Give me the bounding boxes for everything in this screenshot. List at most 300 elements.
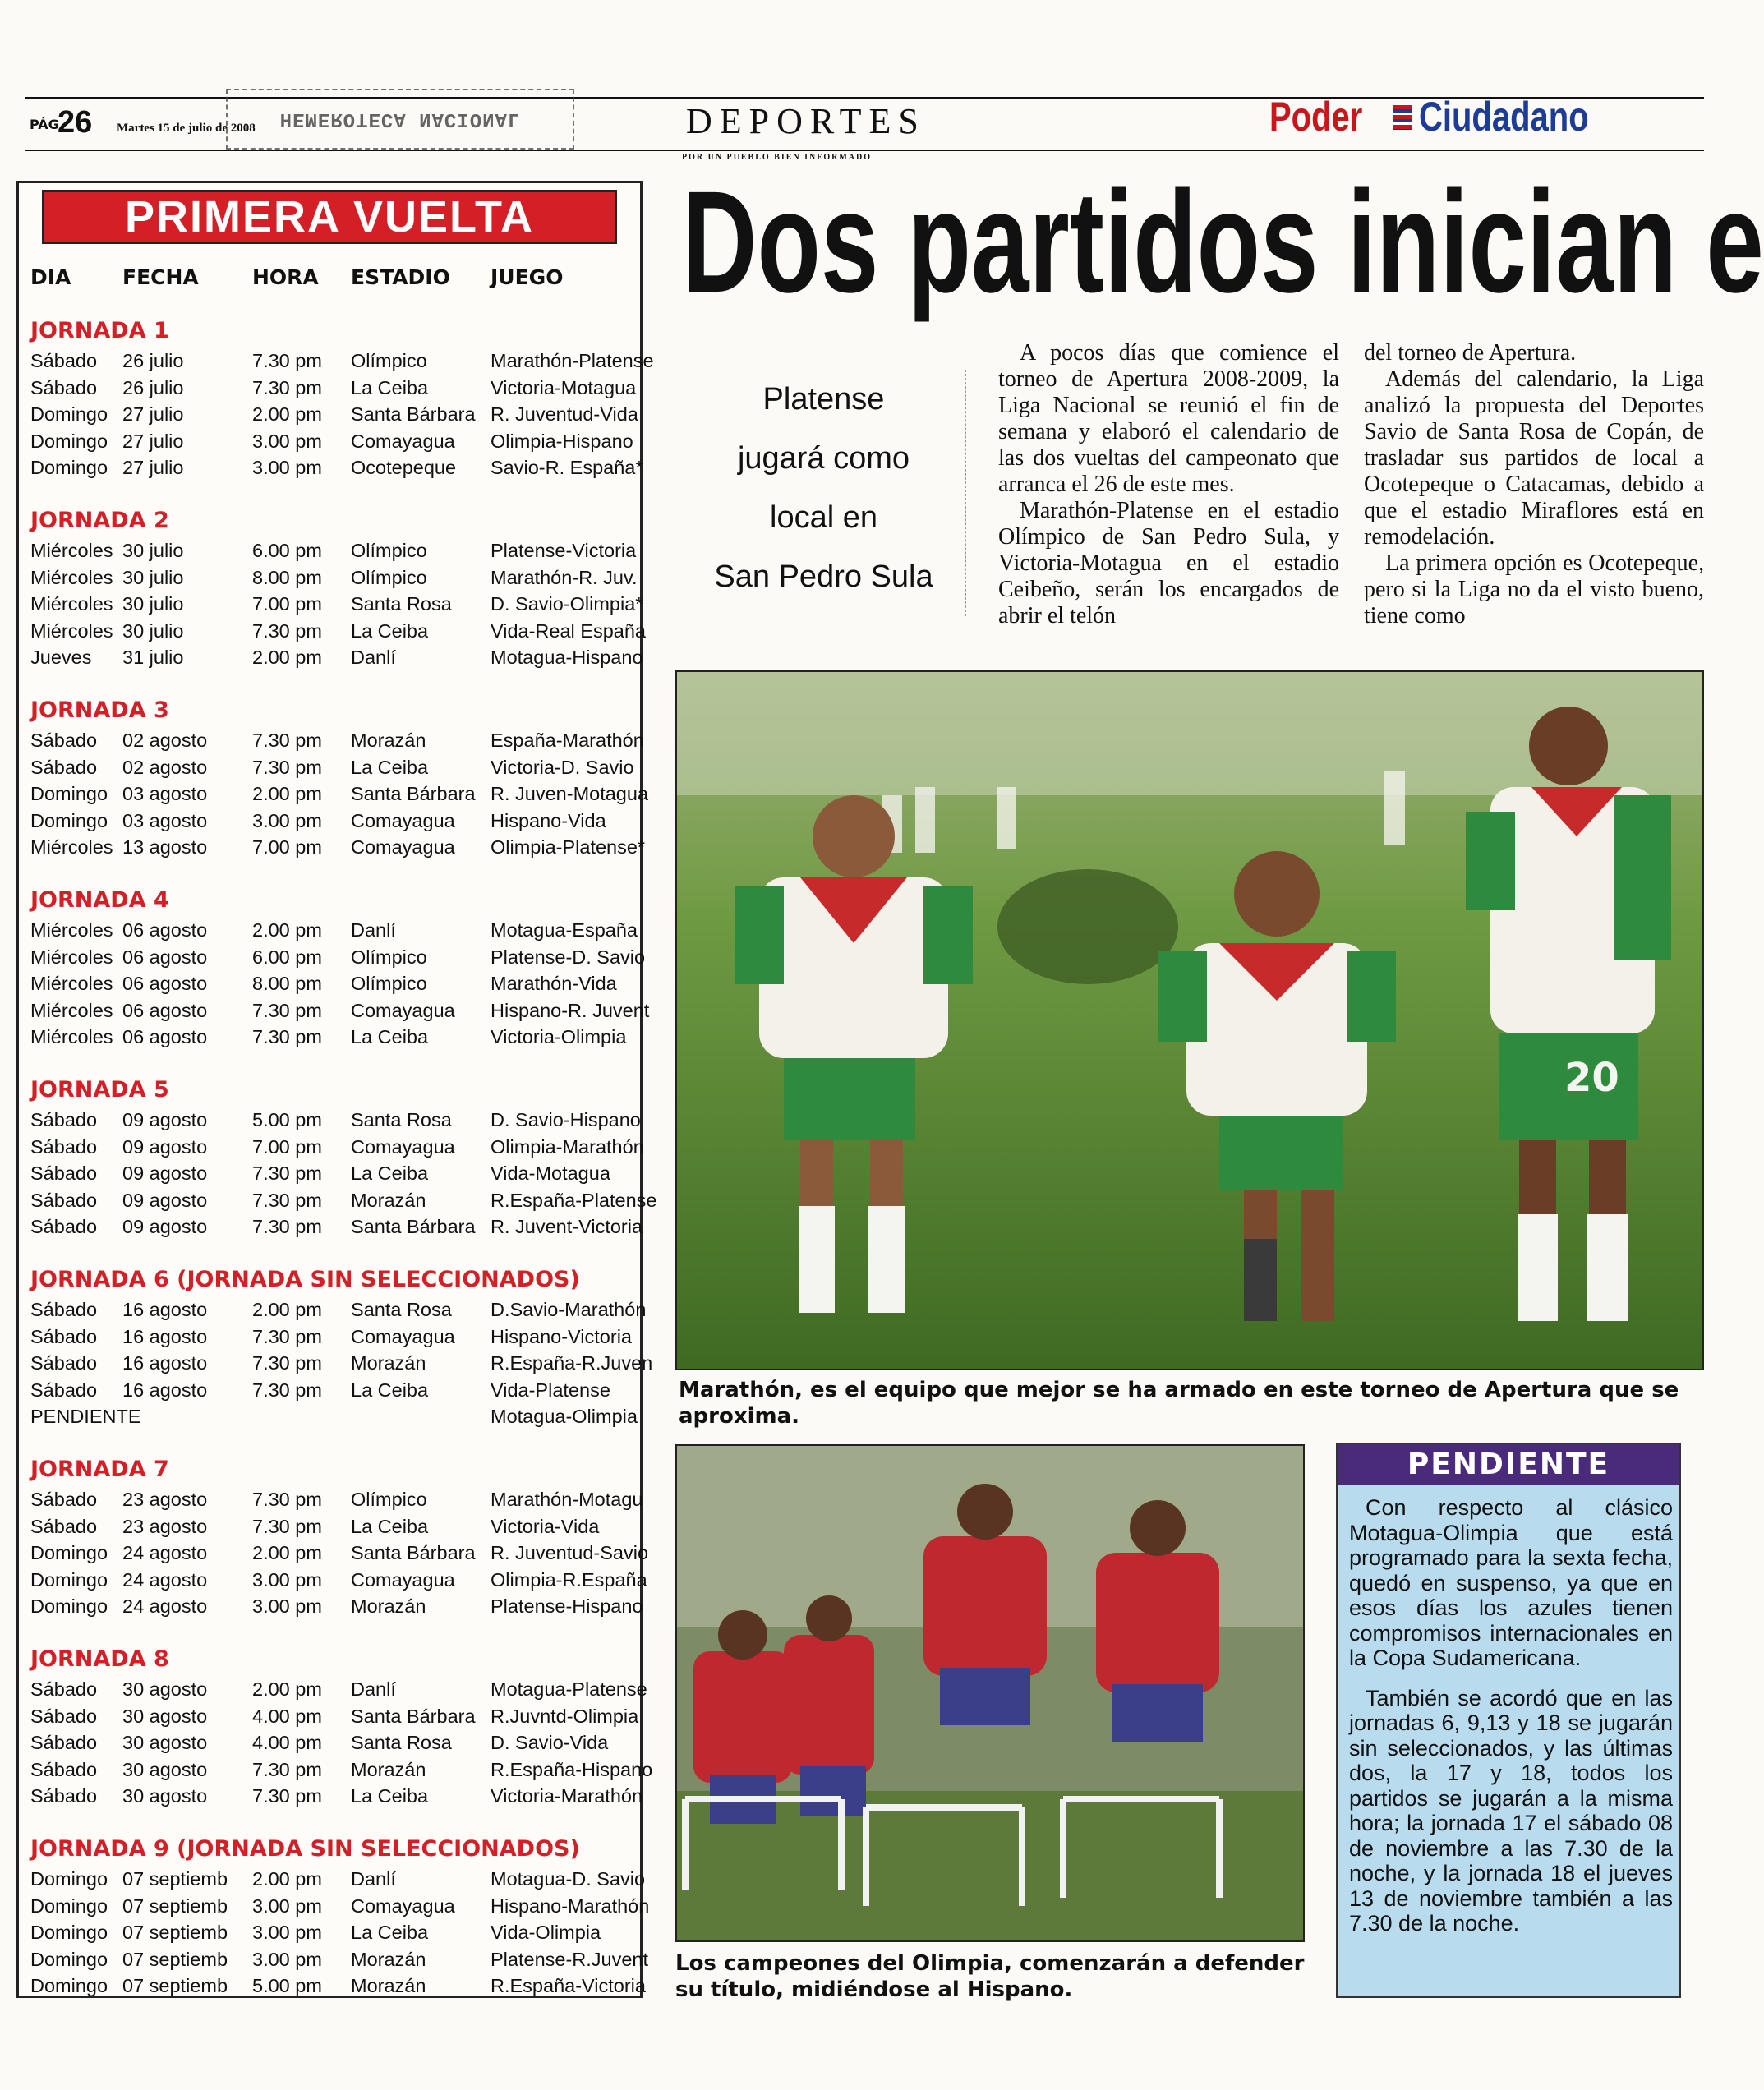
cell-juego: Victoria-Marathón — [491, 1785, 643, 1807]
cell-juego: Olimpia-Marathón — [491, 1135, 644, 1158]
cell-fecha: 07 septiemb — [122, 1975, 228, 1996]
cell-hora: 2.00 pm — [252, 783, 322, 804]
match-row — [30, 1486, 642, 1513]
cell-fecha: 30 julio — [122, 593, 184, 615]
schedule-box — [16, 181, 657, 1998]
article-paragraph: La primera opción es Ocotepeque, pero si la Liga no da el visto bueno, tiene como — [1364, 550, 1704, 628]
cell-fecha: 26 julio — [122, 376, 184, 398]
photo-marathon-training — [675, 670, 1704, 1370]
cell-fecha: 31 julio — [122, 647, 184, 668]
match-row — [30, 428, 642, 455]
cell-hora: 2.00 pm — [252, 1299, 322, 1320]
cell-estadio: Ocotepeque — [351, 457, 457, 478]
article-paragraph: Además del calendario, la Liga analizó la propuesta del Deportes Savio de Santa Rosa de Copán, de trasladar sus partidos de local a Ocotepeque o Catacamas, debido a que el estadio Miraflores está en remodelación. — [1364, 366, 1704, 550]
cell-fecha: 26 julio — [122, 350, 184, 371]
match-row — [30, 727, 642, 754]
round-title: JORNADA 6 (JORNADA SIN SELECCIONADOS) — [30, 1267, 580, 1292]
photo-caption-marathon: Marathón, es el equipo que mejor se ha armado en este torneo de Apertura que se aproxima. — [679, 1378, 1679, 1429]
cell-hora: 7.30 pm — [252, 376, 322, 398]
cell-fecha: 07 septiemb — [122, 1868, 228, 1890]
schedule-banner: PRIMERA VUELTA — [42, 190, 617, 244]
cell-estadio: Morazán — [351, 730, 426, 751]
cell-estadio: Comayagua — [351, 999, 455, 1021]
schedule-round — [30, 504, 646, 671]
match-row — [30, 1676, 647, 1703]
round-title: JORNADA 5 — [30, 1077, 169, 1103]
cell-dia: Sábado — [30, 1489, 98, 1510]
pendiente-title: PENDIENTE — [1338, 1444, 1679, 1485]
cell-dia: Sábado — [30, 1135, 98, 1158]
cell-dia: Miércoles — [30, 973, 113, 994]
cell-hora: 3.00 pm — [252, 809, 322, 831]
cell-juego: Olimpia-R.España — [491, 1568, 647, 1591]
cell-juego: Motagua-Olimpia — [491, 1406, 638, 1427]
pull-quote-line: San Pedro Sula — [714, 559, 933, 594]
pendiente-body — [1349, 1495, 1673, 1951]
cell-juego: Marathón-Motagu — [491, 1489, 643, 1510]
cell-hora: 7.30 pm — [252, 999, 322, 1021]
cell-hora: 7.30 pm — [252, 1189, 322, 1211]
cell-fecha: 06 agosto — [122, 999, 208, 1021]
cell-estadio: La Ceiba — [351, 1515, 429, 1537]
match-row — [30, 618, 646, 645]
cell-hora: 4.00 pm — [252, 1732, 322, 1753]
match-row — [30, 780, 649, 808]
cell-fecha: 16 agosto — [122, 1325, 208, 1347]
cell-fecha: 16 agosto — [122, 1379, 208, 1401]
cell-juego: D. Savio-Hispano — [491, 1109, 641, 1130]
pendiente-paragraph: Con respecto al clásico Motagua-Olimpia que está programado para la sexta fecha, quedó en suspenso, ya que en esos días los azules tienen compromisos internacionales en la Copa Sudamericana. — [1349, 1495, 1673, 1670]
cell-juego: Motagua-D. Savio — [491, 1868, 646, 1890]
cell-hora: 3.00 pm — [252, 1948, 322, 1970]
cell-dia: Domingo — [30, 809, 108, 831]
cell-hora: 2.00 pm — [252, 1542, 322, 1563]
cell-dia: Sábado — [30, 376, 98, 398]
column-header-estadio: ESTADIO — [351, 265, 450, 289]
schedule-round — [30, 884, 650, 1051]
cell-juego: Vida-Motagua — [491, 1162, 610, 1184]
photo-olimpia-image — [677, 1446, 1303, 1940]
newspaper-logo — [1269, 92, 1631, 141]
cell-dia: Miércoles — [30, 566, 113, 588]
cell-hora: 7.30 pm — [252, 1352, 322, 1374]
cell-hora: 5.00 pm — [252, 1109, 322, 1130]
cell-dia: Sábado — [30, 1732, 98, 1753]
match-row — [30, 1350, 653, 1377]
match-row — [30, 1134, 642, 1161]
cell-dia: Domingo — [30, 403, 108, 425]
cell-juego: Marathón-R. Juv. — [491, 566, 638, 588]
cell-fecha: 30 agosto — [122, 1732, 208, 1753]
cell-fecha: 09 agosto — [122, 1135, 208, 1158]
cell-juego: Hispano-Victoria — [491, 1325, 632, 1347]
cell-dia: Sábado — [30, 1705, 98, 1727]
cell-fecha: 02 agosto — [122, 756, 208, 778]
cell-dia: Domingo — [30, 1595, 108, 1617]
match-row — [30, 1296, 647, 1324]
cell-hora: 5.00 pm — [252, 1975, 322, 1996]
match-row — [30, 401, 642, 428]
match-row — [30, 537, 642, 564]
article-column-1 — [998, 340, 1339, 652]
column-header-dia: DIA — [30, 265, 71, 289]
cell-estadio: Santa Bárbara — [351, 1542, 476, 1563]
cell-dia: Sábado — [30, 1189, 98, 1211]
cell-juego: R.Juvntd-Olimpia — [491, 1705, 639, 1727]
cell-fecha: 30 agosto — [122, 1785, 208, 1807]
photo-caption-olimpia: Los campeones del Olimpia, comenzarán a defender su título, midiéndose al Hispano. — [675, 1951, 1305, 2002]
cell-dia: Sábado — [30, 1379, 98, 1401]
round-title: JORNADA 2 — [30, 508, 169, 533]
headline-text: Dos partidos inician e — [682, 162, 1764, 323]
cell-dia: Miércoles — [30, 1026, 113, 1047]
cell-hora: 8.00 pm — [252, 973, 322, 994]
pull-quote-line: jugará como — [737, 441, 910, 476]
schedule-header-row — [30, 265, 638, 298]
match-row — [30, 1324, 642, 1351]
cell-juego: Hispano-R. Juvent — [491, 999, 650, 1021]
match-row — [30, 808, 642, 835]
article-paragraph: A pocos días que comience el torneo de Apertura 2008-2009, la Liga Nacional se reunió el fin de semana y elaboró el calendario de las dos vueltas del campeonato que arranca el 26 de este mes. — [998, 340, 1339, 497]
column-header-fecha: FECHA — [122, 265, 199, 289]
cell-fecha: 07 septiemb — [122, 1922, 228, 1943]
pull-quote — [682, 370, 966, 616]
cell-hora: 7.30 pm — [252, 1026, 322, 1047]
article-paragraph: Marathón-Platense en el estadio Olímpico de San Pedro Sula, y Victoria-Motagua en el estadio Ceibeño, serán los encargados de abrir el telón — [998, 498, 1339, 628]
pendiente-paragraph: También se acordó que en las jornadas 6, 9,13 y 18 se jugarán sin seleccionados, y las últimas dos, la 17 y 18, todos los partidos se jugarán a la misma hora; la jornada 17 el sábado 08 de noviembre a las 7.30 de la noche, y la jornada 18 el jueves 13 de noviembre también a las 7.30 de la noche. — [1349, 1685, 1673, 1936]
schedule-round — [30, 315, 654, 481]
cell-juego: Motagua-España — [491, 919, 638, 941]
cell-hora: 2.00 pm — [252, 403, 322, 425]
cell-hora: 7.00 pm — [252, 1135, 322, 1158]
cell-dia: Sábado — [30, 1325, 98, 1347]
cell-hora: 2.00 pm — [252, 1868, 322, 1890]
article-column-2 — [1364, 340, 1704, 652]
cell-estadio: Morazán — [351, 1948, 426, 1970]
match-row — [30, 375, 642, 402]
cell-fecha: 16 agosto — [122, 1299, 208, 1320]
cell-fecha: 30 agosto — [122, 1705, 208, 1727]
round-title: JORNADA 8 — [30, 1646, 169, 1672]
cell-hora: 7.30 pm — [252, 1489, 322, 1510]
cell-fecha: 24 agosto — [122, 1542, 208, 1563]
cell-fecha: 27 julio — [122, 403, 184, 425]
cell-dia: Domingo — [30, 1922, 108, 1943]
cell-estadio: La Ceiba — [351, 619, 429, 642]
cell-dia: Miércoles — [30, 619, 113, 642]
cell-hora: 3.00 pm — [252, 1595, 322, 1617]
cell-hora: 7.30 pm — [252, 1216, 322, 1237]
cell-juego: D. Savio-Vida — [491, 1732, 609, 1753]
cell-dia: Jueves — [30, 647, 92, 668]
cell-estadio: La Ceiba — [351, 1026, 429, 1047]
cell-estadio: Danlí — [351, 647, 396, 668]
cell-juego: R.España-Platense — [491, 1189, 657, 1211]
cell-fecha: 27 julio — [122, 430, 184, 452]
cell-hora: 7.30 pm — [252, 619, 322, 642]
cell-juego: D. Savio-Olimpia* — [491, 593, 643, 615]
cell-dia: Sábado — [30, 350, 98, 371]
cell-juego: R. Juventud-Vida — [491, 403, 638, 425]
cell-hora: 7.30 pm — [252, 1785, 322, 1807]
round-title: JORNADA 9 (JORNADA SIN SELECCIONADOS) — [30, 1836, 580, 1862]
cell-fecha: 30 julio — [122, 540, 184, 561]
cell-hora: 7.30 pm — [252, 1758, 322, 1780]
match-row — [30, 1946, 649, 1973]
cell-estadio: Santa Bárbara — [351, 403, 476, 425]
cell-juego: R.España-Hispano — [491, 1758, 653, 1780]
match-row — [30, 1866, 646, 1893]
cell-juego: Motagua-Hispano — [491, 647, 643, 668]
cell-juego: España-Marathón — [491, 730, 644, 751]
cell-hora: 7.30 pm — [252, 1325, 322, 1347]
svg-text:20: 20 — [1564, 1055, 1619, 1101]
cell-dia: Sábado — [30, 730, 98, 751]
cell-hora: 3.00 pm — [252, 430, 322, 452]
cell-estadio: Santa Rosa — [351, 1109, 452, 1130]
cell-estadio: Morazán — [351, 1975, 426, 1996]
cell-estadio: Santa Bárbara — [351, 1216, 476, 1237]
cell-estadio: La Ceiba — [351, 376, 429, 398]
match-row — [30, 1377, 642, 1404]
cell-juego: Vida-Olimpia — [491, 1922, 601, 1943]
cell-estadio: Olímpico — [351, 566, 427, 588]
cell-estadio: La Ceiba — [351, 1785, 429, 1807]
cell-juego: R.España-R.Juven — [491, 1352, 653, 1374]
cell-estadio: Comayagua — [351, 1325, 455, 1347]
cell-juego: R. Juvent-Victoria — [491, 1216, 643, 1237]
cell-fecha: 23 agosto — [122, 1489, 208, 1510]
match-row — [30, 1107, 642, 1134]
cell-juego: Vida-Platense — [491, 1379, 610, 1401]
cell-fecha: 02 agosto — [122, 730, 208, 751]
column-header-hora: HORA — [252, 265, 319, 289]
cell-hora: 2.00 pm — [252, 1678, 322, 1700]
cell-fecha: 23 agosto — [122, 1515, 208, 1537]
cell-hora: 7.30 pm — [252, 1379, 322, 1401]
cell-hora: 7.30 pm — [252, 1515, 322, 1537]
cell-hora: 8.00 pm — [252, 566, 322, 588]
cell-dia: Sábado — [30, 1109, 98, 1130]
cell-juego: Victoria-D. Savio — [491, 756, 634, 778]
cell-dia: Sábado — [30, 1758, 98, 1780]
cell-juego: Victoria-Vida — [491, 1515, 600, 1537]
match-row — [30, 970, 642, 997]
cell-estadio: Olímpico — [351, 540, 427, 561]
cell-fecha: 30 julio — [122, 619, 184, 642]
cell-hora: 3.00 pm — [252, 1568, 322, 1591]
flag-icon — [1393, 104, 1412, 130]
schedule-round — [30, 1074, 657, 1241]
cell-fecha: 09 agosto — [122, 1189, 208, 1211]
match-row — [30, 1756, 653, 1784]
cell-dia: Sábado — [30, 1352, 98, 1374]
photo-olimpia-training — [675, 1444, 1305, 1942]
headline — [682, 162, 1764, 323]
cell-fecha: 03 agosto — [122, 783, 208, 804]
match-row — [30, 1593, 642, 1620]
cell-dia: Miércoles — [30, 919, 113, 941]
cell-hora: 2.00 pm — [252, 919, 322, 941]
round-title: JORNADA 7 — [30, 1457, 169, 1482]
cell-juego: Marathón-Platense — [491, 350, 654, 371]
cell-estadio: Danlí — [351, 919, 396, 941]
schedule-round — [30, 694, 649, 861]
column-header-juego: JUEGO — [491, 265, 564, 289]
match-row — [30, 1403, 642, 1430]
cell-estadio: Santa Bárbara — [351, 1705, 476, 1727]
match-row — [30, 997, 650, 1024]
cell-juego: R.España-Victoria — [491, 1975, 646, 1996]
match-row — [30, 1783, 642, 1810]
cell-dia: PENDIENTE — [30, 1406, 141, 1427]
logo-word-ciudadano: Ciudadano — [1418, 94, 1589, 140]
cell-dia: Domingo — [30, 1894, 108, 1917]
cell-dia: Miércoles — [30, 946, 113, 968]
match-row — [30, 1919, 642, 1946]
cell-fecha: 16 agosto — [122, 1352, 208, 1374]
cell-dia: Domingo — [30, 1948, 108, 1970]
match-row — [30, 1513, 642, 1540]
section-tagline: POR UN PUEBLO BIEN INFORMADO — [682, 153, 873, 162]
cell-fecha: 30 agosto — [122, 1678, 208, 1700]
match-row — [30, 348, 654, 375]
cell-fecha: 30 agosto — [122, 1758, 208, 1780]
cell-estadio: Comayagua — [351, 430, 455, 452]
match-row — [30, 1540, 649, 1567]
page-label: PÁG. — [30, 117, 64, 132]
cell-dia: Domingo — [30, 783, 108, 804]
cell-estadio: Comayagua — [351, 1135, 455, 1158]
cell-juego: Victoria-Olimpia — [491, 1026, 627, 1047]
section-name: DEPORTES — [686, 101, 926, 141]
cell-dia: Domingo — [30, 1568, 108, 1591]
round-title: JORNADA 3 — [30, 697, 169, 723]
cell-hora: 3.00 pm — [252, 1894, 322, 1917]
match-row — [30, 591, 642, 618]
schedule-round — [30, 1643, 653, 1810]
cell-hora: 4.00 pm — [252, 1705, 322, 1727]
cell-hora: 7.00 pm — [252, 593, 322, 615]
cell-estadio: Olímpico — [351, 973, 427, 994]
header-rule-lower — [25, 150, 1704, 151]
schedule-rounds — [30, 315, 657, 2023]
round-title: JORNADA 4 — [30, 887, 169, 913]
match-row — [30, 1567, 647, 1594]
cell-fecha: 06 agosto — [122, 973, 208, 994]
cell-estadio: Morazán — [351, 1352, 426, 1374]
cell-dia: Domingo — [30, 1542, 108, 1563]
match-row — [30, 1893, 650, 1920]
cell-juego: Savio-R. España* — [491, 457, 643, 478]
pull-quote-line: local en — [770, 500, 877, 535]
cell-hora: 7.30 pm — [252, 730, 322, 751]
schedule-round — [30, 1453, 649, 1620]
cell-fecha: 06 agosto — [122, 946, 208, 968]
cell-dia: Miércoles — [30, 836, 113, 858]
match-row — [30, 834, 646, 861]
cell-fecha: 09 agosto — [122, 1216, 208, 1237]
cell-estadio: La Ceiba — [351, 756, 429, 778]
cell-juego: Hispano-Marathón — [491, 1894, 650, 1917]
cell-juego: Marathón-Vida — [491, 973, 617, 994]
match-row — [30, 644, 642, 671]
cell-estadio: Comayagua — [351, 1894, 455, 1917]
cell-fecha: 24 agosto — [122, 1595, 208, 1617]
cell-dia: Domingo — [30, 1975, 108, 1996]
cell-fecha: 09 agosto — [122, 1162, 208, 1184]
cell-juego: Platense-D. Savio — [491, 946, 646, 968]
cell-estadio: Olímpico — [351, 350, 427, 371]
match-row — [30, 917, 642, 944]
schedule-round — [30, 1833, 650, 2000]
cell-dia: Domingo — [30, 1868, 108, 1890]
cell-juego: Vida-Real España — [491, 619, 646, 642]
cell-estadio: Santa Rosa — [351, 593, 452, 615]
cell-dia: Sábado — [30, 1299, 98, 1320]
match-row — [30, 1024, 642, 1051]
cell-juego: Motagua-Platense — [491, 1678, 647, 1700]
page-number: 26 — [58, 105, 93, 140]
cell-juego: R. Juventud-Savio — [491, 1542, 649, 1563]
cell-fecha: 07 septiemb — [122, 1948, 228, 1970]
match-row — [30, 1213, 642, 1241]
cell-dia: Sábado — [30, 756, 98, 778]
library-stamp: HEMEROTECA NACIONAL — [226, 89, 574, 150]
cell-fecha: 09 agosto — [122, 1109, 208, 1130]
cell-hora: 7.00 pm — [252, 836, 322, 858]
match-row — [30, 1187, 657, 1214]
cell-fecha: 07 septiemb — [122, 1894, 228, 1917]
cell-fecha: 06 agosto — [122, 919, 208, 941]
pendiente-sidebar — [1336, 1443, 1681, 1998]
cell-hora: 7.30 pm — [252, 1162, 322, 1184]
cell-estadio: Santa Rosa — [351, 1732, 452, 1753]
cell-hora: 3.00 pm — [252, 457, 322, 478]
cell-fecha: 06 agosto — [122, 1026, 208, 1047]
cell-dia: Domingo — [30, 430, 108, 452]
cell-fecha: 30 julio — [122, 566, 184, 588]
cell-dia: Domingo — [30, 457, 108, 478]
match-row — [30, 564, 642, 592]
cell-estadio: La Ceiba — [351, 1379, 429, 1401]
cell-hora: 7.30 pm — [252, 756, 322, 778]
cell-estadio: Santa Bárbara — [351, 783, 476, 804]
cell-estadio: Morazán — [351, 1189, 426, 1211]
cell-fecha: 03 agosto — [122, 809, 208, 831]
cell-estadio: Olímpico — [351, 1489, 427, 1510]
match-row — [30, 454, 642, 481]
cell-estadio: Morazán — [351, 1595, 426, 1617]
cell-estadio: Morazán — [351, 1758, 426, 1780]
cell-juego: R. Juven-Motagua — [491, 783, 649, 804]
cell-dia: Sábado — [30, 1785, 98, 1807]
cell-juego: Olimpia-Hispano — [491, 430, 633, 452]
cell-dia: Sábado — [30, 1216, 98, 1237]
cell-juego: Victoria-Motagua — [491, 376, 637, 398]
cell-dia: Sábado — [30, 1162, 98, 1184]
cell-estadio: La Ceiba — [351, 1162, 429, 1184]
cell-dia: Miércoles — [30, 540, 113, 561]
page-date: Martes 15 de julio de 2008 — [117, 122, 256, 135]
cell-dia: Miércoles — [30, 999, 113, 1021]
cell-dia: Sábado — [30, 1678, 98, 1700]
cell-juego: Olimpia-Platense* — [491, 836, 646, 858]
cell-estadio: Comayagua — [351, 809, 455, 831]
cell-estadio: Olímpico — [351, 946, 427, 968]
cell-fecha: 27 julio — [122, 457, 184, 478]
cell-juego: D.Savio-Marathón — [491, 1299, 647, 1320]
